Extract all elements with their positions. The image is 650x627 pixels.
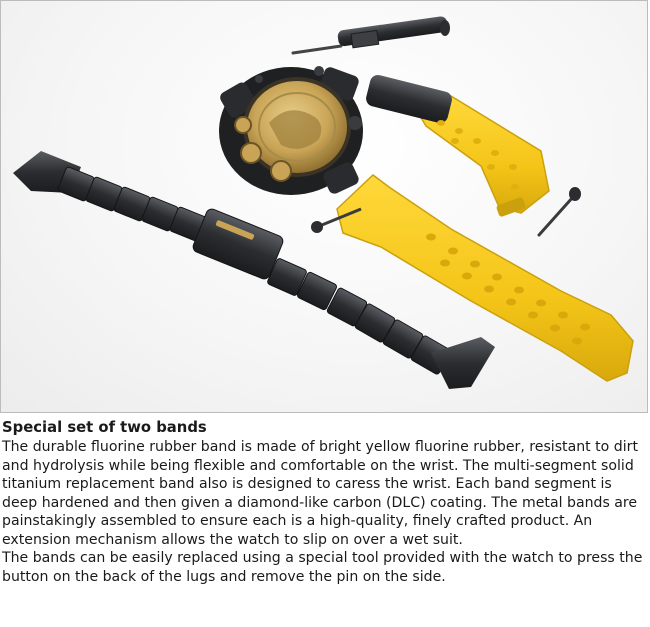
- caption: [2, 418, 646, 586]
- watch-and-bands-illustration: [1, 1, 648, 413]
- caption-paragraph-2: The bands can be easily replaced using a special tool provided with the watch to press the button on the back of the lugs and remove the pin on the side.: [2, 550, 643, 585]
- watch-case: [218, 66, 363, 196]
- screwdriver-tool: [293, 16, 450, 53]
- caption-paragraph-1: The durable fluorine rubber band is made of bright yellow fluorine rubber, resistant to dirt and hydrolysis while being flexible and comfortable on the wrist. The multi-segment solid titanium replacement band also is designed to caress the wrist. Each band segment is deep hardened and then given a diamond-like carbon (DLC) coating. The metal bands are painstakingly assembled to ensure each is a high-quality, finely crafted product. An extension mechanism allows the watch to slip on over a wet suit.: [2, 439, 638, 548]
- caption-title: Special set of two bands: [2, 419, 207, 436]
